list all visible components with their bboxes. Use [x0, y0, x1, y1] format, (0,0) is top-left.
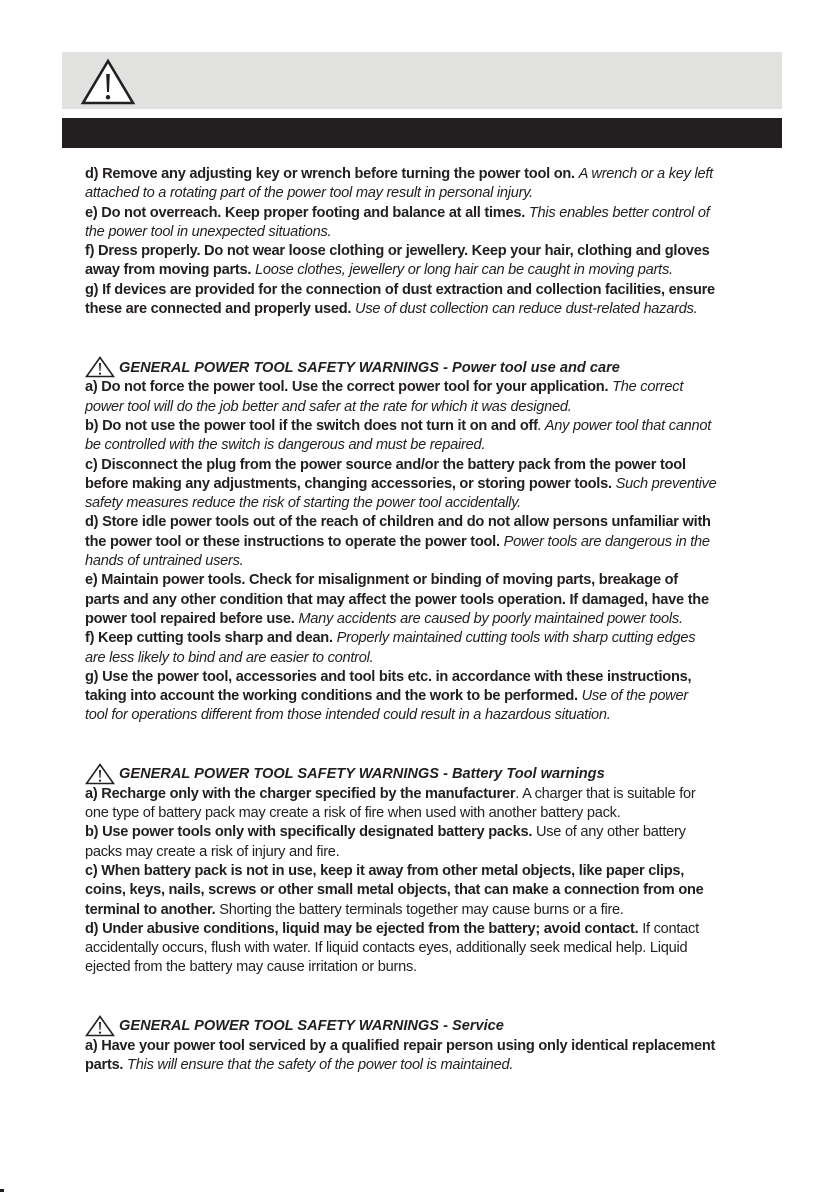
warning-item — [85, 571, 785, 629]
instruction-text: c) Disconnect the plug from the power source and/or the battery pack from the power tool — [85, 456, 686, 473]
warning-item — [85, 513, 785, 571]
section-title-text: GENERAL POWER TOOL SAFETY WARNINGS - Service — [119, 1018, 504, 1035]
section-title-text: GENERAL POWER TOOL SAFETY WARNINGS - Battery Tool warnings — [119, 766, 605, 783]
explanation-text: If contact — [642, 920, 699, 937]
instruction-text: f) Keep cutting tools sharp and dean. — [85, 630, 337, 647]
instruction-text: e) Do not overreach. Keep proper footing and balance at all times. — [85, 204, 529, 221]
explanation-text: . Any power tool that cannot — [537, 417, 712, 434]
warning-triangle-icon — [80, 58, 136, 106]
explanation-text: Shorting the battery terminals together may cause burns or a fire. — [219, 901, 624, 918]
explanation-text: Power tools are dangerous in the — [503, 533, 710, 550]
warning-item — [85, 417, 785, 456]
warning-item — [85, 823, 785, 862]
text-line — [85, 223, 785, 242]
text-line — [85, 184, 785, 203]
warning-item — [85, 629, 785, 668]
warning-item — [85, 862, 785, 920]
instruction-text: b) Use power tools only with specifically designated battery packs. — [85, 824, 536, 841]
warning-item — [85, 785, 785, 824]
explanation-text: Loose clothes, jewellery or long hair can be caught in moving parts. — [254, 262, 673, 279]
warning-section — [85, 763, 785, 978]
text-line — [85, 823, 785, 842]
text-line — [85, 687, 785, 706]
intro-items — [85, 165, 785, 319]
text-line — [85, 591, 785, 610]
text-line — [85, 804, 785, 823]
explanation-text: safety measures reduce the risk of starting the power tool accidentally. — [85, 495, 521, 512]
explanation-text: Use of dust collection can reduce dust-related hazards. — [355, 301, 698, 318]
instruction-text: d) Under abusive conditions, liquid may be ejected from the battery; avoid contact. — [85, 920, 643, 937]
section-title — [85, 763, 785, 785]
text-line — [85, 629, 785, 648]
section-title — [85, 356, 785, 378]
text-line — [85, 281, 785, 300]
text-line — [85, 552, 785, 571]
text-line — [85, 456, 785, 475]
text-line — [85, 261, 785, 280]
instruction-text: parts. — [85, 1056, 128, 1073]
instruction-text: a) Have your power tool serviced by a qualified repair person using only identical replacement — [85, 1037, 716, 1054]
text-line — [85, 436, 785, 455]
explanation-text: This enables better control of — [528, 204, 710, 221]
header-black-bar — [62, 118, 782, 148]
warning-item — [85, 281, 785, 320]
warning-item — [85, 456, 785, 514]
explanation-text: Use of the power — [581, 688, 688, 705]
instruction-text: a) Do not force the power tool. Use the correct power tool for your application. — [85, 379, 613, 396]
text-line — [85, 475, 785, 494]
instruction-text: parts and any other condition that may affect the power tools operation. If damaged, have the — [85, 591, 709, 608]
text-line — [85, 417, 785, 436]
text-line — [85, 939, 785, 958]
instruction-text: power tool repaired before use. — [85, 610, 299, 627]
explanation-text: packs may create a risk of injury and fire. — [85, 843, 340, 860]
explanation-text: one type of battery pack may create a risk of fire when used with another battery pack. — [85, 805, 621, 822]
instruction-text: before making any adjustments, changing accessories, or storing power tools. — [85, 475, 616, 492]
instruction-text: g) If devices are provided for the connection of dust extraction and collection facilities, ensure — [85, 281, 715, 298]
text-line — [85, 300, 785, 319]
warning-triangle-icon — [85, 763, 115, 785]
text-line — [85, 920, 785, 939]
text-line — [85, 513, 785, 532]
warning-sections — [85, 356, 785, 1075]
explanation-text: hands of untrained users. — [85, 553, 244, 570]
explanation-text: Many accidents are caused by poorly maintained power tools. — [298, 610, 683, 627]
text-line — [85, 204, 785, 223]
instruction-text: away from moving parts. — [85, 262, 255, 279]
warning-section — [85, 1015, 785, 1076]
instruction-text: the power tool or these instructions to operate the power tool. — [85, 533, 504, 550]
explanation-text: tool for operations different from those intended could result in a hazardous situation. — [85, 707, 611, 724]
explanation-text: Properly maintained cutting tools with sharp cutting edges — [336, 630, 696, 647]
explanation-text: Use of any other battery — [535, 824, 686, 841]
text-line — [85, 862, 785, 881]
instruction-text: taking into account the working conditions and the work to be performed. — [85, 688, 582, 705]
warning-item — [85, 378, 785, 417]
text-line — [85, 533, 785, 552]
instruction-text: c) When battery pack is not in use, keep it away from other metal objects, like paper clips, — [85, 862, 685, 879]
text-line — [85, 494, 785, 513]
instruction-text: terminal to another. — [85, 901, 220, 918]
document-body — [85, 165, 785, 1075]
explanation-text: the power tool in unexpected situations. — [85, 223, 332, 240]
warning-item — [85, 668, 785, 726]
text-line — [85, 706, 785, 725]
text-line — [85, 843, 785, 862]
warning-section — [85, 356, 785, 725]
instruction-text: a) Recharge only with the charger specified by the manufacturer — [85, 785, 516, 802]
warning-item — [85, 1037, 785, 1076]
explanation-text: A wrench or a key left — [578, 166, 713, 182]
section-title — [85, 1015, 785, 1037]
text-line — [85, 242, 785, 261]
text-line — [85, 571, 785, 590]
text-line — [85, 881, 785, 900]
explanation-text: This will ensure that the safety of the power tool is maintained. — [127, 1056, 514, 1073]
explanation-text: ejected from the battery may cause irritation or burns. — [85, 959, 417, 976]
warning-item — [85, 204, 785, 243]
instruction-text: d) Store idle power tools out of the reach of children and do not allow persons unfamiliar with — [85, 514, 711, 531]
text-line — [85, 1037, 785, 1056]
text-line — [85, 165, 785, 184]
explanation-text: power tool will do the job better and safer at the rate for which it was designed. — [85, 398, 572, 415]
warning-item — [85, 165, 785, 204]
instruction-text: these are connected and properly used. — [85, 301, 356, 318]
text-line — [85, 958, 785, 977]
text-line — [85, 785, 785, 804]
instruction-text: coins, keys, nails, screws or other small metal objects, that can make a connection from one — [85, 882, 704, 899]
header-band — [62, 52, 782, 109]
explanation-text: attached to a rotating part of the power tool may result in personal injury. — [85, 185, 533, 202]
explanation-text: Such preventive — [615, 475, 717, 492]
explanation-text: . A charger that is suitable for — [515, 785, 696, 802]
warning-triangle-icon — [85, 356, 115, 378]
text-line — [85, 901, 785, 920]
instruction-text: g) Use the power tool, accessories and tool bits etc. in accordance with these instructions, — [85, 668, 692, 685]
text-line — [85, 610, 785, 629]
warning-item — [85, 242, 785, 281]
instruction-text: b) Do not use the power tool if the switch does not turn it on and off — [85, 417, 538, 434]
explanation-text: are less likely to bind and are easier to control. — [85, 649, 374, 666]
warning-triangle-icon — [85, 1015, 115, 1037]
instruction-text: e) Maintain power tools. Check for misalignment or binding of moving parts, breakage of — [85, 572, 678, 589]
text-line — [85, 398, 785, 417]
section-title-text: GENERAL POWER TOOL SAFETY WARNINGS - Power tool use and care — [119, 360, 620, 377]
warning-item — [85, 920, 785, 978]
explanation-text: The correct — [612, 379, 684, 396]
instruction-text: d) Remove any adjusting key or wrench before turning the power tool on. — [85, 166, 579, 182]
text-line — [85, 1056, 785, 1075]
instruction-text: f) Dress properly. Do not wear loose clothing or jewellery. Keep your hair, clothing and gloves — [85, 243, 710, 260]
text-line — [85, 649, 785, 668]
text-line — [85, 668, 785, 687]
explanation-text: be controlled with the switch is dangerous and must be repaired. — [85, 437, 486, 454]
text-line — [85, 378, 785, 397]
explanation-text: accidentally occurs, flush with water. If liquid contacts eyes, additionally seek medical help. Liquid — [85, 940, 688, 957]
